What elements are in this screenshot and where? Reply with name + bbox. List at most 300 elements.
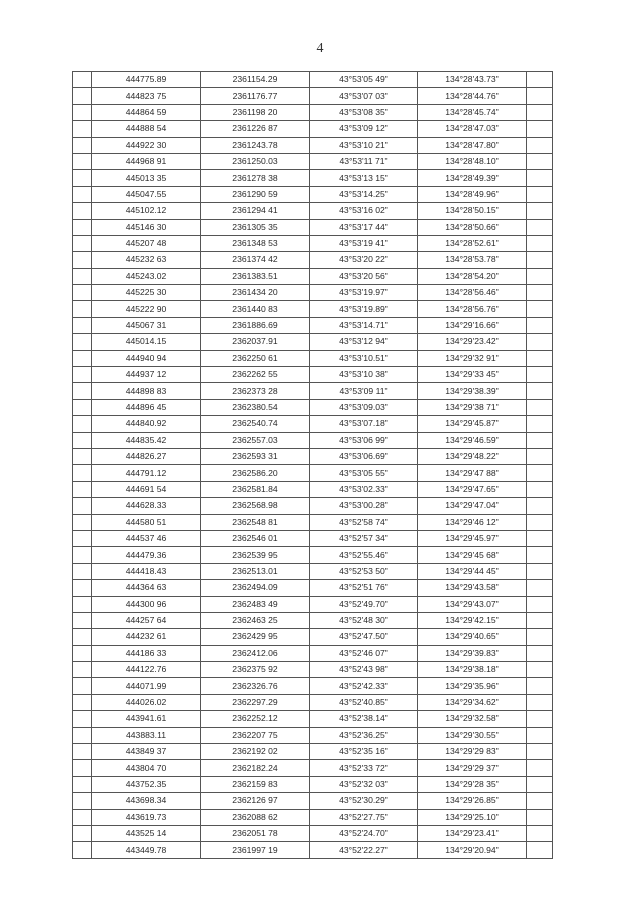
y-coordinate-cell: 2362557.03 bbox=[201, 432, 310, 448]
longitude-cell: 134°29'29 37" bbox=[418, 760, 527, 776]
longitude-cell: 134°29'47.04" bbox=[418, 498, 527, 514]
x-coordinate-cell: 444791.12 bbox=[92, 465, 201, 481]
notes-cell bbox=[527, 514, 553, 530]
latitude-cell: 43°52'57 34" bbox=[310, 530, 418, 546]
x-coordinate-cell: 445014.15 bbox=[92, 334, 201, 350]
notes-cell bbox=[527, 268, 553, 284]
x-coordinate-cell: 445013 35 bbox=[92, 170, 201, 186]
latitude-cell: 43°52'49.70" bbox=[310, 596, 418, 612]
latitude-cell: 43°52'47.50" bbox=[310, 629, 418, 645]
longitude-cell: 134°28'49.96" bbox=[418, 186, 527, 202]
row-number-cell bbox=[73, 383, 92, 399]
row-number-cell bbox=[73, 285, 92, 301]
table-row bbox=[73, 596, 553, 612]
longitude-cell: 134°28'49.39" bbox=[418, 170, 527, 186]
longitude-cell: 134°29'45.97" bbox=[418, 530, 527, 546]
table-row bbox=[73, 268, 553, 284]
table-row bbox=[73, 694, 553, 710]
latitude-cell: 43°53'02.33" bbox=[310, 481, 418, 497]
x-coordinate-cell: 443804 70 bbox=[92, 760, 201, 776]
notes-cell bbox=[527, 580, 553, 596]
x-coordinate-cell: 443525 14 bbox=[92, 825, 201, 841]
x-coordinate-cell: 444071.99 bbox=[92, 678, 201, 694]
row-number-cell bbox=[73, 809, 92, 825]
table-row bbox=[73, 498, 553, 514]
table-row bbox=[73, 547, 553, 563]
row-number-cell bbox=[73, 629, 92, 645]
table-row bbox=[73, 842, 553, 858]
longitude-cell: 134°29'23.42" bbox=[418, 334, 527, 350]
table-row bbox=[73, 170, 553, 186]
row-number-cell bbox=[73, 481, 92, 497]
y-coordinate-cell: 2362412.06 bbox=[201, 645, 310, 661]
latitude-cell: 43°52'48 30" bbox=[310, 612, 418, 628]
table-row bbox=[73, 153, 553, 169]
y-coordinate-cell: 2362586.20 bbox=[201, 465, 310, 481]
y-coordinate-cell: 2362373 28 bbox=[201, 383, 310, 399]
notes-cell bbox=[527, 481, 553, 497]
table-row bbox=[73, 563, 553, 579]
notes-cell bbox=[527, 465, 553, 481]
y-coordinate-cell: 2361250.03 bbox=[201, 153, 310, 169]
longitude-cell: 134°29'20.94" bbox=[418, 842, 527, 858]
row-number-cell bbox=[73, 367, 92, 383]
row-number-cell bbox=[73, 88, 92, 104]
x-coordinate-cell: 444418.43 bbox=[92, 563, 201, 579]
y-coordinate-cell: 2362429 95 bbox=[201, 629, 310, 645]
table-row bbox=[73, 465, 553, 481]
latitude-cell: 43°53'10.51" bbox=[310, 350, 418, 366]
y-coordinate-cell: 2361243.78 bbox=[201, 137, 310, 153]
table-row bbox=[73, 416, 553, 432]
y-coordinate-cell: 2362326.76 bbox=[201, 678, 310, 694]
notes-cell bbox=[527, 760, 553, 776]
latitude-cell: 43°52'42.33" bbox=[310, 678, 418, 694]
longitude-cell: 134°29'48.22" bbox=[418, 448, 527, 464]
y-coordinate-cell: 2362375 92 bbox=[201, 662, 310, 678]
x-coordinate-cell: 444922 30 bbox=[92, 137, 201, 153]
table-row bbox=[73, 367, 553, 383]
x-coordinate-cell: 445243.02 bbox=[92, 268, 201, 284]
table-row bbox=[73, 186, 553, 202]
latitude-cell: 43°53'07 03" bbox=[310, 88, 418, 104]
notes-cell bbox=[527, 367, 553, 383]
y-coordinate-cell: 2362539 95 bbox=[201, 547, 310, 563]
latitude-cell: 43°52'40.85" bbox=[310, 694, 418, 710]
table-row bbox=[73, 203, 553, 219]
x-coordinate-cell: 444691 54 bbox=[92, 481, 201, 497]
longitude-cell: 134°29'47 88" bbox=[418, 465, 527, 481]
longitude-cell: 134°29'44 45" bbox=[418, 563, 527, 579]
row-number-cell bbox=[73, 448, 92, 464]
row-number-cell bbox=[73, 825, 92, 841]
longitude-cell: 134°28'45.74" bbox=[418, 104, 527, 120]
y-coordinate-cell: 2362380.54 bbox=[201, 399, 310, 415]
row-number-cell bbox=[73, 432, 92, 448]
y-coordinate-cell: 2361294 41 bbox=[201, 203, 310, 219]
row-number-cell bbox=[73, 235, 92, 251]
notes-cell bbox=[527, 530, 553, 546]
notes-cell bbox=[527, 72, 553, 88]
row-number-cell bbox=[73, 498, 92, 514]
row-number-cell bbox=[73, 776, 92, 792]
notes-cell bbox=[527, 645, 553, 661]
latitude-cell: 43°52'27.75" bbox=[310, 809, 418, 825]
table-row bbox=[73, 514, 553, 530]
latitude-cell: 43°52'38.14" bbox=[310, 711, 418, 727]
notes-cell bbox=[527, 498, 553, 514]
table-row bbox=[73, 88, 553, 104]
longitude-cell: 134°29'39.83" bbox=[418, 645, 527, 661]
table-row bbox=[73, 760, 553, 776]
longitude-cell: 134°29'38.18" bbox=[418, 662, 527, 678]
longitude-cell: 134°29'29 83" bbox=[418, 744, 527, 760]
row-number-cell bbox=[73, 678, 92, 694]
y-coordinate-cell: 2362252.12 bbox=[201, 711, 310, 727]
latitude-cell: 43°53'14.25" bbox=[310, 186, 418, 202]
table-row bbox=[73, 727, 553, 743]
table-row bbox=[73, 350, 553, 366]
x-coordinate-cell: 444775.89 bbox=[92, 72, 201, 88]
latitude-cell: 43°53'05 49" bbox=[310, 72, 418, 88]
y-coordinate-cell: 2362513.01 bbox=[201, 563, 310, 579]
table-row bbox=[73, 72, 553, 88]
y-coordinate-cell: 2361290 59 bbox=[201, 186, 310, 202]
notes-cell bbox=[527, 317, 553, 333]
longitude-cell: 134°28'50.66" bbox=[418, 219, 527, 235]
table-row bbox=[73, 481, 553, 497]
x-coordinate-cell: 444580 51 bbox=[92, 514, 201, 530]
row-number-cell bbox=[73, 72, 92, 88]
y-coordinate-cell: 2362182.24 bbox=[201, 760, 310, 776]
notes-cell bbox=[527, 432, 553, 448]
row-number-cell bbox=[73, 301, 92, 317]
notes-cell bbox=[527, 612, 553, 628]
latitude-cell: 43°52'46 07" bbox=[310, 645, 418, 661]
notes-cell bbox=[527, 219, 553, 235]
notes-cell bbox=[527, 809, 553, 825]
row-number-cell bbox=[73, 317, 92, 333]
row-number-cell bbox=[73, 153, 92, 169]
row-number-cell bbox=[73, 170, 92, 186]
y-coordinate-cell: 2362192 02 bbox=[201, 744, 310, 760]
notes-cell bbox=[527, 153, 553, 169]
x-coordinate-cell: 445232 63 bbox=[92, 252, 201, 268]
longitude-cell: 134°28'52.61" bbox=[418, 235, 527, 251]
table-row bbox=[73, 235, 553, 251]
row-number-cell bbox=[73, 465, 92, 481]
x-coordinate-cell: 444835.42 bbox=[92, 432, 201, 448]
table-row bbox=[73, 121, 553, 137]
longitude-cell: 134°28'48.10" bbox=[418, 153, 527, 169]
y-coordinate-cell: 2362159 83 bbox=[201, 776, 310, 792]
notes-cell bbox=[527, 629, 553, 645]
row-number-cell bbox=[73, 842, 92, 858]
row-number-cell bbox=[73, 793, 92, 809]
table-row bbox=[73, 629, 553, 645]
longitude-cell: 134°29'26.85" bbox=[418, 793, 527, 809]
x-coordinate-cell: 444840.92 bbox=[92, 416, 201, 432]
x-coordinate-cell: 443449.78 bbox=[92, 842, 201, 858]
longitude-cell: 134°29'23.41" bbox=[418, 825, 527, 841]
latitude-cell: 43°53'20 56" bbox=[310, 268, 418, 284]
notes-cell bbox=[527, 137, 553, 153]
y-coordinate-cell: 2362037.91 bbox=[201, 334, 310, 350]
table-row bbox=[73, 645, 553, 661]
latitude-cell: 43°53'00.28" bbox=[310, 498, 418, 514]
latitude-cell: 43°53'05 55" bbox=[310, 465, 418, 481]
x-coordinate-cell: 444937 12 bbox=[92, 367, 201, 383]
latitude-cell: 43°53'10 21" bbox=[310, 137, 418, 153]
latitude-cell: 43°53'19 41" bbox=[310, 235, 418, 251]
latitude-cell: 43°52'22.27" bbox=[310, 842, 418, 858]
row-number-cell bbox=[73, 350, 92, 366]
longitude-cell: 134°29'34.62" bbox=[418, 694, 527, 710]
notes-cell bbox=[527, 285, 553, 301]
longitude-cell: 134°28'56.76" bbox=[418, 301, 527, 317]
table-row bbox=[73, 432, 553, 448]
x-coordinate-cell: 444864 59 bbox=[92, 104, 201, 120]
table-row bbox=[73, 530, 553, 546]
notes-cell bbox=[527, 776, 553, 792]
y-coordinate-cell: 2361440 83 bbox=[201, 301, 310, 317]
table-row bbox=[73, 662, 553, 678]
longitude-cell: 134°29'45.87" bbox=[418, 416, 527, 432]
x-coordinate-cell: 443883.11 bbox=[92, 727, 201, 743]
notes-cell bbox=[527, 662, 553, 678]
x-coordinate-cell: 444479.36 bbox=[92, 547, 201, 563]
y-coordinate-cell: 2362051 78 bbox=[201, 825, 310, 841]
table-row bbox=[73, 744, 553, 760]
x-coordinate-cell: 443849 37 bbox=[92, 744, 201, 760]
row-number-cell bbox=[73, 399, 92, 415]
latitude-cell: 43°53'11 71" bbox=[310, 153, 418, 169]
y-coordinate-cell: 2362593 31 bbox=[201, 448, 310, 464]
y-coordinate-cell: 2362297.29 bbox=[201, 694, 310, 710]
x-coordinate-cell: 444823 75 bbox=[92, 88, 201, 104]
y-coordinate-cell: 2361348 53 bbox=[201, 235, 310, 251]
row-number-cell bbox=[73, 334, 92, 350]
notes-cell bbox=[527, 235, 553, 251]
latitude-cell: 43°53'16 02" bbox=[310, 203, 418, 219]
notes-cell bbox=[527, 88, 553, 104]
row-number-cell bbox=[73, 694, 92, 710]
notes-cell bbox=[527, 104, 553, 120]
longitude-cell: 134°28'50.15" bbox=[418, 203, 527, 219]
table-row bbox=[73, 219, 553, 235]
longitude-cell: 134°29'32.58" bbox=[418, 711, 527, 727]
longitude-cell: 134°29'16.66" bbox=[418, 317, 527, 333]
notes-cell bbox=[527, 744, 553, 760]
longitude-cell: 134°28'54.20" bbox=[418, 268, 527, 284]
latitude-cell: 43°53'20 22" bbox=[310, 252, 418, 268]
y-coordinate-cell: 2361154.29 bbox=[201, 72, 310, 88]
notes-cell bbox=[527, 694, 553, 710]
longitude-cell: 134°29'38 71" bbox=[418, 399, 527, 415]
y-coordinate-cell: 2362540.74 bbox=[201, 416, 310, 432]
row-number-cell bbox=[73, 416, 92, 432]
longitude-cell: 134°28'44.76" bbox=[418, 88, 527, 104]
notes-cell bbox=[527, 121, 553, 137]
row-number-cell bbox=[73, 645, 92, 661]
x-coordinate-cell: 444537 46 bbox=[92, 530, 201, 546]
latitude-cell: 43°52'35 16" bbox=[310, 744, 418, 760]
y-coordinate-cell: 2361176.77 bbox=[201, 88, 310, 104]
x-coordinate-cell: 445222 90 bbox=[92, 301, 201, 317]
notes-cell bbox=[527, 596, 553, 612]
latitude-cell: 43°53'19.89" bbox=[310, 301, 418, 317]
longitude-cell: 134°29'43.07" bbox=[418, 596, 527, 612]
x-coordinate-cell: 443619.73 bbox=[92, 809, 201, 825]
y-coordinate-cell: 2361886.69 bbox=[201, 317, 310, 333]
x-coordinate-cell: 443752.35 bbox=[92, 776, 201, 792]
longitude-cell: 134°28'53.78" bbox=[418, 252, 527, 268]
latitude-cell: 43°52'36.25" bbox=[310, 727, 418, 743]
notes-cell bbox=[527, 547, 553, 563]
row-number-cell bbox=[73, 596, 92, 612]
latitude-cell: 43°53'06 99" bbox=[310, 432, 418, 448]
table-row bbox=[73, 104, 553, 120]
longitude-cell: 134°29'40.65" bbox=[418, 629, 527, 645]
notes-cell bbox=[527, 678, 553, 694]
table-row bbox=[73, 711, 553, 727]
notes-cell bbox=[527, 334, 553, 350]
x-coordinate-cell: 443941.61 bbox=[92, 711, 201, 727]
table-row bbox=[73, 383, 553, 399]
latitude-cell: 43°52'53 50" bbox=[310, 563, 418, 579]
y-coordinate-cell: 2362088 62 bbox=[201, 809, 310, 825]
page-number: 4 bbox=[316, 41, 324, 56]
notes-cell bbox=[527, 825, 553, 841]
table-row bbox=[73, 317, 553, 333]
x-coordinate-cell: 445047.55 bbox=[92, 186, 201, 202]
latitude-cell: 43°52'43 98" bbox=[310, 662, 418, 678]
latitude-cell: 43°53'08 35" bbox=[310, 104, 418, 120]
x-coordinate-cell: 445146 30 bbox=[92, 219, 201, 235]
x-coordinate-cell: 445225 30 bbox=[92, 285, 201, 301]
y-coordinate-cell: 2361198 20 bbox=[201, 104, 310, 120]
y-coordinate-cell: 2362463 25 bbox=[201, 612, 310, 628]
latitude-cell: 43°53'06.69" bbox=[310, 448, 418, 464]
table-row bbox=[73, 776, 553, 792]
latitude-cell: 43°53'09 11" bbox=[310, 383, 418, 399]
notes-cell bbox=[527, 448, 553, 464]
row-number-cell bbox=[73, 530, 92, 546]
row-number-cell bbox=[73, 121, 92, 137]
x-coordinate-cell: 445102.12 bbox=[92, 203, 201, 219]
longitude-cell: 134°29'30.55" bbox=[418, 727, 527, 743]
longitude-cell: 134°28'43.73" bbox=[418, 72, 527, 88]
y-coordinate-cell: 2361374 42 bbox=[201, 252, 310, 268]
table-row bbox=[73, 580, 553, 596]
row-number-cell bbox=[73, 580, 92, 596]
longitude-cell: 134°29'45 68" bbox=[418, 547, 527, 563]
longitude-cell: 134°29'42.15" bbox=[418, 612, 527, 628]
longitude-cell: 134°29'33 45" bbox=[418, 367, 527, 383]
y-coordinate-cell: 2362548 81 bbox=[201, 514, 310, 530]
x-coordinate-cell: 444628.33 bbox=[92, 498, 201, 514]
row-number-cell bbox=[73, 612, 92, 628]
notes-cell bbox=[527, 203, 553, 219]
longitude-cell: 134°29'25.10" bbox=[418, 809, 527, 825]
latitude-cell: 43°52'55.46" bbox=[310, 547, 418, 563]
y-coordinate-cell: 2362494.09 bbox=[201, 580, 310, 596]
notes-cell bbox=[527, 186, 553, 202]
latitude-cell: 43°52'32 03" bbox=[310, 776, 418, 792]
row-number-cell bbox=[73, 137, 92, 153]
table-row bbox=[73, 678, 553, 694]
latitude-cell: 43°53'14.71" bbox=[310, 317, 418, 333]
table-row bbox=[73, 285, 553, 301]
y-coordinate-cell: 2361383.51 bbox=[201, 268, 310, 284]
notes-cell bbox=[527, 711, 553, 727]
y-coordinate-cell: 2361305 35 bbox=[201, 219, 310, 235]
longitude-cell: 134°29'46.59" bbox=[418, 432, 527, 448]
y-coordinate-cell: 2362568.98 bbox=[201, 498, 310, 514]
x-coordinate-cell: 444300 96 bbox=[92, 596, 201, 612]
notes-cell bbox=[527, 170, 553, 186]
y-coordinate-cell: 2362581.84 bbox=[201, 481, 310, 497]
table-row bbox=[73, 252, 553, 268]
latitude-cell: 43°53'12 94" bbox=[310, 334, 418, 350]
table-row bbox=[73, 825, 553, 841]
x-coordinate-cell: 444898 83 bbox=[92, 383, 201, 399]
x-coordinate-cell: 444026.02 bbox=[92, 694, 201, 710]
row-number-cell bbox=[73, 744, 92, 760]
x-coordinate-cell: 445067 31 bbox=[92, 317, 201, 333]
longitude-cell: 134°29'38.39" bbox=[418, 383, 527, 399]
latitude-cell: 43°52'51 76" bbox=[310, 580, 418, 596]
x-coordinate-cell: 444232 61 bbox=[92, 629, 201, 645]
y-coordinate-cell: 2362126 97 bbox=[201, 793, 310, 809]
row-number-cell bbox=[73, 563, 92, 579]
table-row bbox=[73, 399, 553, 415]
longitude-cell: 134°28'47.80" bbox=[418, 137, 527, 153]
longitude-cell: 134°28'56.46" bbox=[418, 285, 527, 301]
notes-cell bbox=[527, 563, 553, 579]
x-coordinate-cell: 444888 54 bbox=[92, 121, 201, 137]
row-number-cell bbox=[73, 219, 92, 235]
table-row bbox=[73, 809, 553, 825]
longitude-cell: 134°29'46 12" bbox=[418, 514, 527, 530]
y-coordinate-cell: 2362546 01 bbox=[201, 530, 310, 546]
notes-cell bbox=[527, 252, 553, 268]
latitude-cell: 43°53'09 12" bbox=[310, 121, 418, 137]
notes-cell bbox=[527, 301, 553, 317]
latitude-cell: 43°53'17 44" bbox=[310, 219, 418, 235]
notes-cell bbox=[527, 383, 553, 399]
coordinates-table bbox=[72, 71, 553, 859]
x-coordinate-cell: 445207 48 bbox=[92, 235, 201, 251]
row-number-cell bbox=[73, 711, 92, 727]
longitude-cell: 134°29'35.96" bbox=[418, 678, 527, 694]
x-coordinate-cell: 444968 91 bbox=[92, 153, 201, 169]
x-coordinate-cell: 443698.34 bbox=[92, 793, 201, 809]
latitude-cell: 43°53'13 15" bbox=[310, 170, 418, 186]
longitude-cell: 134°29'43.58" bbox=[418, 580, 527, 596]
row-number-cell bbox=[73, 186, 92, 202]
latitude-cell: 43°53'10 38" bbox=[310, 367, 418, 383]
x-coordinate-cell: 444364 63 bbox=[92, 580, 201, 596]
table-row bbox=[73, 448, 553, 464]
x-coordinate-cell: 444896 45 bbox=[92, 399, 201, 415]
table-body bbox=[73, 72, 553, 859]
y-coordinate-cell: 2362250 61 bbox=[201, 350, 310, 366]
notes-cell bbox=[527, 727, 553, 743]
y-coordinate-cell: 2362483 49 bbox=[201, 596, 310, 612]
latitude-cell: 43°52'24.70" bbox=[310, 825, 418, 841]
longitude-cell: 134°29'28 35" bbox=[418, 776, 527, 792]
